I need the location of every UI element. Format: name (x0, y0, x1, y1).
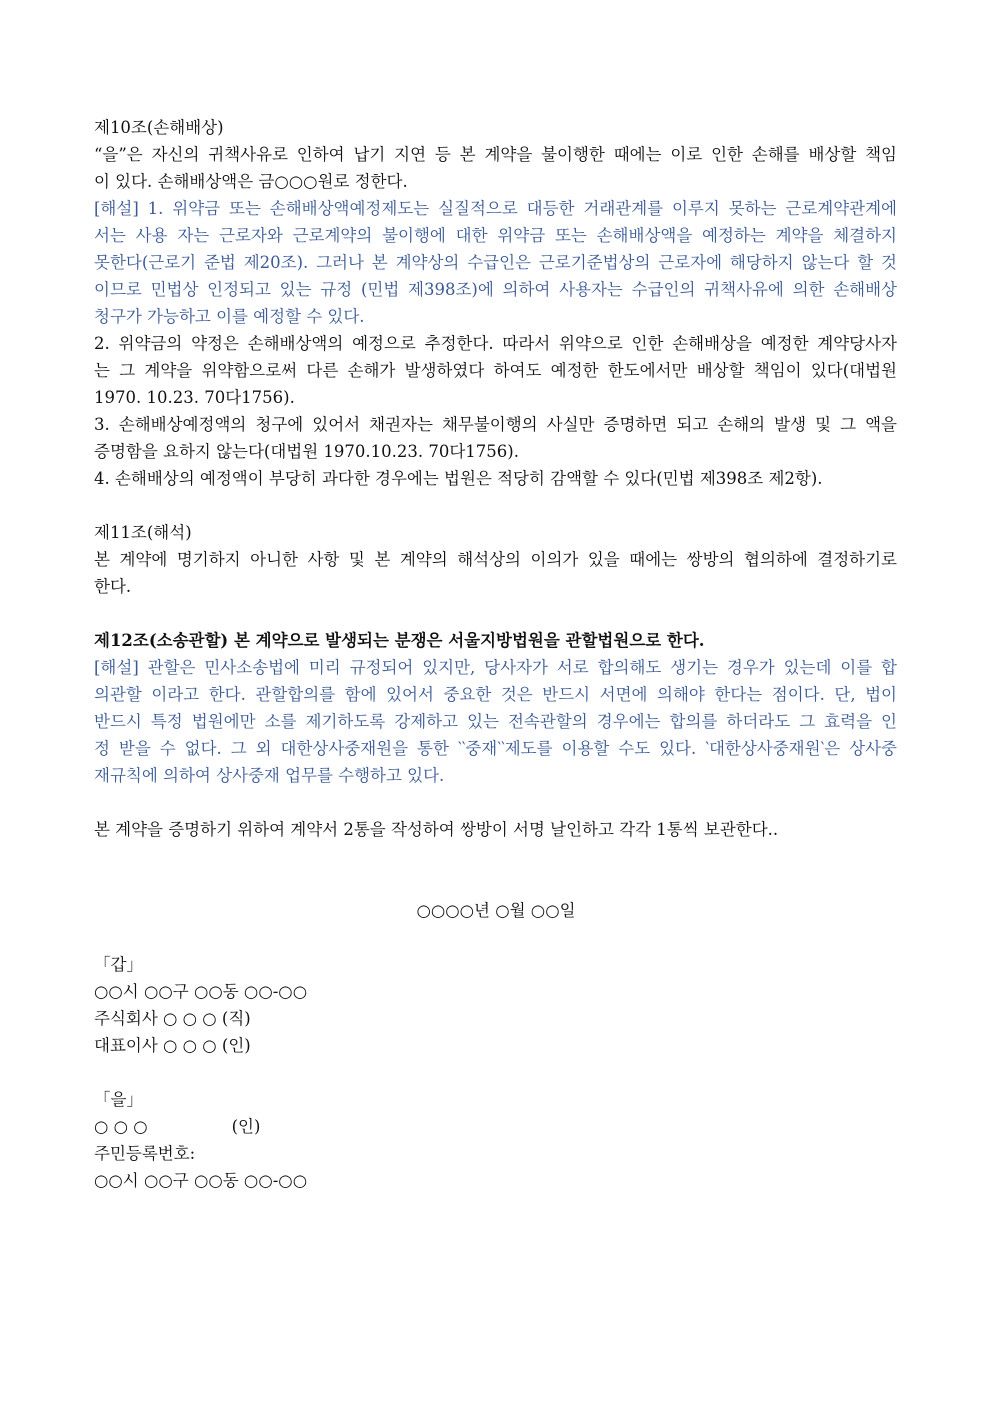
spacer (94, 1059, 897, 1086)
article-10-title: 제10조(손해배상) (94, 118, 224, 137)
article-11-title: 제11조(해석) (94, 523, 192, 542)
article-11-body-line: 본 계약에 명기하지 아니한 사항 및 본 계약의 해석상의 이의가 있을 때에는 쌍방의 협의하에 결정하기로 (94, 550, 897, 569)
article-12-note-line: 재규칙에 의하여 상사중재 업무를 수행하고 있다. (94, 766, 445, 785)
party-a-label: 「갑」 (94, 955, 143, 974)
article-10-item-line: 4. 손해배상의 예정액이 부당히 과다한 경우에는 법원은 적당히 감액할 수 있다(민법 제398조 제2항). (94, 469, 823, 488)
article-10-note-line: 서는 사용 자는 근로자와 근로계약의 불이행에 대한 위약금 또는 손해배상액을 예정하는 계약을 체결하지 (94, 226, 897, 245)
spacer (94, 600, 897, 627)
party-b-id-number: 주민등록번호: (94, 1144, 196, 1163)
article-10-body-line: “을”은 자신의 귀책사유로 인하여 납기 지연 등 본 계약을 불이행한 때에는 이로 인한 손해를 배상할 책임 (94, 145, 897, 164)
article-10-item-line: 는 그 계약을 위약함으로써 다른 손해가 발생하였다 하여도 예정한 한도에서만 배상할 책임이 있다(대법원 (94, 361, 897, 380)
article-10-note-line: 못한다(근로기 준법 제20조). 그러나 본 계약상의 수급인은 근로기준법상의 근로자에 해당하지 않는다 할 것 (94, 253, 897, 272)
article-10-note-line: 청구가 가능하고 이를 예정할 수 있다. (94, 307, 365, 326)
party-a-representative: 대표이사 ○ ○ ○ (인) (94, 1036, 251, 1055)
article-12-note-line: 의관할 이라고 한다. 관할합의를 함에 있어서 중요한 것은 반드시 서면에 의해야 한다는 점이다. 단, 법이 (94, 685, 897, 704)
article-10-item-line: 증명함을 요하지 않는다(대법원 1970.10.23. 70다1756). (94, 442, 519, 461)
closing-statement: 본 계약을 증명하기 위하여 계약서 2통을 작성하여 쌍방이 서명 날인하고 각각 1통씩 보관한다.. (94, 820, 779, 839)
article-12-title: 제12조(소송관할) 본 계약으로 발생되는 분쟁은 서울지방법원을 관할법원으로 한다. (94, 631, 705, 650)
party-b-label: 「을」 (94, 1090, 143, 1109)
article-10-item-line: 3. 손해배상예정액의 청구에 있어서 채권자는 채무불이행의 사실만 증명하면 되고 손해의 발생 및 그 액을 (94, 415, 897, 434)
article-10-note-line: 이므로 민법상 인정되고 있는 규정 (민법 제398조)에 의하여 사용자는 수급인의 귀책사유에 의한 손해배상 (94, 280, 897, 299)
article-10-body-line: 이 있다. 손해배상액은 금○○○원로 정한다. (94, 172, 408, 191)
spacer (94, 924, 897, 951)
article-12-note-line: 정 받을 수 없다. 그 외 대한상사중재원을 통한 ‵‵중재‵‵제도를 이용할 수도 있다. ‵대한상사중재원‵은 상사중 (94, 739, 897, 758)
article-12-note-line: 반드시 특정 법원에만 소를 제기하도록 강제하고 있는 전속관할의 경우에는 합의를 하더라도 그 효력을 인 (94, 712, 897, 731)
party-a-address: ○○시 ○○구 ○○동 ○○-○○ (94, 982, 308, 1001)
party-a-company: 주식회사 ○ ○ ○ (직) (94, 1009, 251, 1028)
spacer (94, 492, 897, 519)
article-12-note-line: [해설] 관할은 민사소송법에 미리 규정되어 있지만, 당사자가 서로 합의해도 생기는 경우가 있는데 이를 합 (94, 658, 897, 677)
spacer (94, 843, 897, 897)
article-10-note-line: [해설] 1. 위약금 또는 손해배상액예정제도는 실질적으로 대등한 거래관계를 이루지 못하는 근로계약관계에 (94, 199, 897, 218)
spacer (94, 789, 897, 816)
contract-page (94, 114, 897, 1194)
contract-date: ○○○○년 ○월 ○○일 (416, 901, 576, 920)
party-b-address: ○○시 ○○구 ○○동 ○○-○○ (94, 1171, 308, 1190)
party-b-name: ○ ○ ○ (인) (94, 1117, 261, 1136)
article-11-body-line: 한다. (94, 577, 132, 596)
article-10-item-line: 1970. 10.23. 70다1756). (94, 388, 295, 407)
article-10-item-line: 2. 위약금의 약정은 손해배상액의 예정으로 추정한다. 따라서 위약으로 인한 손해배상을 예정한 계약당사자 (94, 334, 897, 353)
